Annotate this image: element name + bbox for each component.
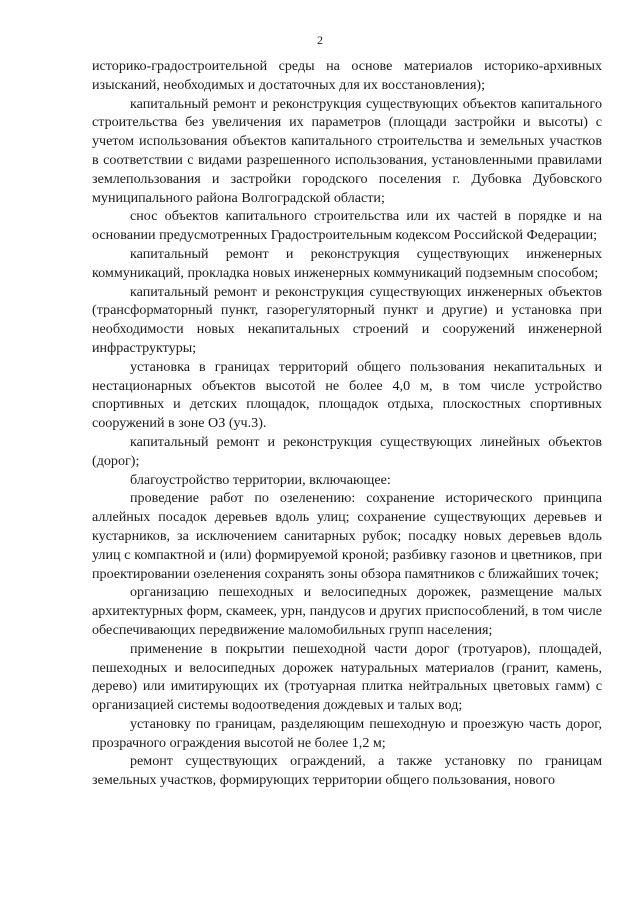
page-number: 2 (317, 33, 323, 47)
document-body (92, 57, 602, 790)
paragraph: организацию пешеходных и велосипедных дорожек, размещение малых архитектурных форм, скамеек, урн, пандусов и других приспособлений, в том числе обеспечивающих передвижение маломобильных групп населения; (92, 584, 602, 638)
paragraph: проведение работ по озеленению: сохранение исторического принципа аллейных посадок деревьев вдоль улиц; сохранение существующих деревьев и кустарников, за исключением санитарных рубок; посадку новых деревьев вдоль улиц с компактной и (или) формируемой кроной; разбивку газонов и цветников, при проектировании озеленения сохранять зоны обзора памятников с ближайших точек; (92, 490, 602, 582)
paragraph: установка в границах территорий общего пользования некапитальных и нестационарных объектов высотой не более 4,0 м, в том числе устройство спортивных и детских площадок, площадок отдыха, плоскостных спортивных сооружений в зоне ОЗ (уч.3). (92, 358, 602, 432)
paragraph: установку по границам, разделяющим пешеходную и проезжую часть дорог, прозрачного ограждения высотой не более 1,2 м; (92, 715, 602, 751)
paragraph: капитальный ремонт и реконструкция существующих инженерных объектов (трансформаторный пункт, газорегуляторный пункт и другие) и установка при необходимости новых некапитальных строений и сооружений инженерной инфраструктуры; (92, 283, 602, 356)
paragraph: капитальный ремонт и реконструкция существующих объектов капитального строительства без увеличения их параметров (площади застройки и высоты) с учетом использования объектов капитального строительства и земельных участков в соответствии с видами разрешенного использования, установленными правилами землепользования и застройки городского поселения г. Дубовка Дубовского муниципального района Волгоградской области; (92, 95, 602, 206)
paragraph: капитальный ремонт и реконструкция существующих инженерных коммуникаций, прокладка новых инженерных коммуникаций подземным способом; (92, 245, 602, 281)
paragraph: ремонт существующих ограждений, а также установку по границам земельных участков, формирующих территории общего пользования, нового (92, 753, 602, 789)
paragraph: капитальный ремонт и реконструкция существующих линейных объектов (дорог); (92, 433, 602, 469)
paragraph: историко-градостроительной среды на основе материалов историко-архивных изысканий, необходимых и достаточных для их восстановления); (92, 58, 602, 93)
paragraph: благоустройство территории, включающее: (130, 471, 391, 488)
paragraph: применение в покрытии пешеходной части дорог (тротуаров), площадей, пешеходных и велосипедных дорожек натуральных материалов (гранит, камень, дерево) или имитирующих их (тротуарная плитка нейтральных цветовых гамм) с организацией системы водоотведения дождевых и талых вод; (92, 640, 602, 714)
paragraph: снос объектов капитального строительства или их частей в порядке и на основании предусмотренных Градостроительным кодексом Российской Федерации; (92, 208, 602, 244)
